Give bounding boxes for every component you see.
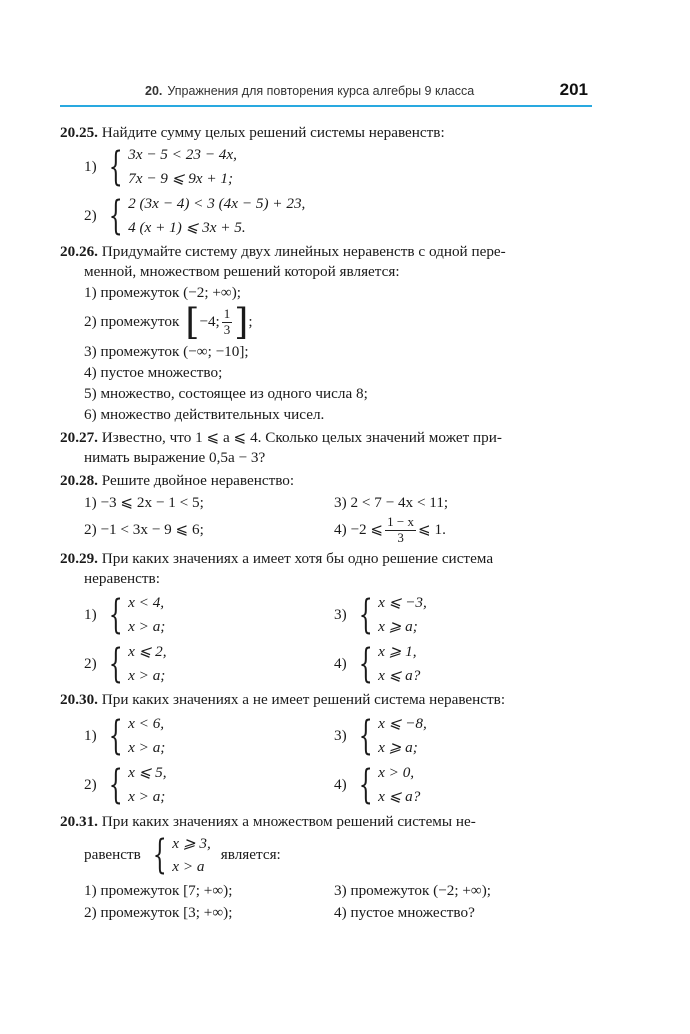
interval-left: −4; <box>199 313 220 331</box>
exercise-text: Известно, что 1 ⩽ a ⩽ 4. Сколько целых значений может при- <box>101 428 502 446</box>
list-item: 3) промежуток (−2; +∞); <box>334 881 492 899</box>
list-item: 1) промежуток [7; +∞); <box>84 881 233 899</box>
list-item: 6) множество действительных чисел. <box>84 405 325 423</box>
list-item <box>60 301 592 343</box>
exercise-20-25 <box>60 123 592 239</box>
inequality: x > a <box>172 858 205 876</box>
system-of-inequalities <box>353 712 427 759</box>
list-item: 5) множество, состоящее из одного числа 8; <box>84 384 368 402</box>
exercise-text: является: <box>220 846 281 864</box>
exercise-text: равенств <box>84 846 141 864</box>
list-item: 1) −3 ⩽ 2x − 1 < 5; <box>84 493 204 511</box>
inequality: x < 4, <box>128 594 165 611</box>
system-of-inequalities <box>103 591 166 638</box>
brace-icon: { <box>108 640 123 687</box>
exercise-text: Решите двойное неравенство: <box>101 471 295 489</box>
inequality: 3x − 5 < 23 − 4x, <box>128 146 237 164</box>
exercise-number: 20.26. <box>60 243 98 261</box>
item-label: 1) <box>84 726 97 744</box>
exercise-number: 20.28. <box>60 471 98 489</box>
fraction <box>385 515 416 546</box>
item-suffix: ⩽ 1. <box>417 521 446 539</box>
system-of-inequalities <box>103 143 237 190</box>
exercise-number: 20.25. <box>60 124 98 141</box>
brace-icon: { <box>108 143 123 190</box>
page-content <box>60 120 592 925</box>
list-item: 1) промежуток (−2; +∞); <box>84 284 242 302</box>
inequality: 4 (x + 1) ⩽ 3x + 5. <box>128 218 246 236</box>
header-divider <box>60 105 592 107</box>
system-of-inequalities <box>103 192 306 239</box>
inequality: 2 (3x − 4) < 3 (4x − 5) + 23, <box>128 195 306 213</box>
item-label: 1) <box>84 605 97 623</box>
exercise-20-29 <box>60 549 592 687</box>
exercise-20-26 <box>60 242 592 424</box>
list-item: 3) промежуток (−∞; −10]; <box>84 342 249 360</box>
system-of-inequalities <box>147 832 211 879</box>
exercise-number: 20.29. <box>60 549 98 567</box>
exercise-text: Придумайте систему двух линейных неравенств с одной пере- <box>101 243 506 261</box>
exercise-text: менной, множеством решений которой является: <box>84 263 400 281</box>
list-item: 3) 2 < 7 − 4x < 11; <box>334 493 449 511</box>
inequality: x ⩽ 5, <box>128 764 167 782</box>
exercise-20-28 <box>60 471 592 546</box>
right-bracket-icon: ] <box>234 301 249 343</box>
section-title <box>145 84 474 98</box>
exercise-text: При каких значениях a имеет хотя бы одно решение система <box>101 549 494 567</box>
inequality: x > a; <box>128 617 166 635</box>
inequality: x ⩾ 3, <box>172 834 211 852</box>
inequality: x ⩽ −8, <box>378 715 427 733</box>
section-number: 20. <box>145 84 163 98</box>
system-of-inequalities <box>353 591 427 638</box>
exercise-20-27 <box>60 428 592 468</box>
page-number: 201 <box>559 80 588 99</box>
denominator: 3 <box>397 529 404 545</box>
item-text: 4) −2 ⩽ <box>334 521 384 539</box>
section-title-text: Упражнения для повторения курса алгебры 9 класса <box>167 84 475 98</box>
exercise-number: 20.31. <box>60 812 98 830</box>
inequality: 7x − 9 ⩽ 9x + 1; <box>128 169 234 187</box>
list-item: 4) пустое множество; <box>84 363 223 381</box>
inequality: x > a; <box>128 788 166 805</box>
inequality: x ⩽ a? <box>378 788 421 805</box>
brace-icon: { <box>108 712 123 759</box>
list-item: 4) пустое множество? <box>334 903 475 921</box>
exercise-text: При каких значениях a множеством решений системы не- <box>101 812 476 830</box>
brace-icon: { <box>358 762 373 808</box>
inequality: x ⩽ −3, <box>378 594 427 611</box>
page-header <box>60 78 592 108</box>
numerator: 1 <box>223 306 231 322</box>
list-item: 2) −1 < 3x − 9 ⩽ 6; <box>84 521 204 539</box>
exercise-text: При каких значениях a не имеет решений система неравенств: <box>101 691 506 709</box>
inequality: x > a; <box>128 666 166 684</box>
inequality: x ⩽ 2, <box>128 643 167 661</box>
left-bracket-icon: [ <box>185 301 200 343</box>
system-of-inequalities <box>103 761 167 808</box>
denominator: 3 <box>223 322 231 337</box>
item-label: 1) <box>84 157 97 175</box>
item-label: 2) <box>84 654 97 672</box>
brace-icon: { <box>152 832 167 879</box>
fraction <box>222 307 233 338</box>
inequality: x ⩽ a? <box>378 666 421 684</box>
inequality: x > a; <box>128 738 166 756</box>
brace-icon: { <box>358 640 373 687</box>
system-of-inequalities <box>353 640 421 687</box>
inequality: x > 0, <box>378 764 415 782</box>
inequality: x ⩾ a; <box>378 738 418 756</box>
exercise-20-31 <box>60 812 592 923</box>
system-of-inequalities <box>353 761 421 808</box>
exercise-20-30 <box>60 690 592 808</box>
closed-interval <box>185 301 249 343</box>
brace-icon: { <box>108 591 123 638</box>
brace-icon: { <box>108 192 123 239</box>
exercise-number: 20.30. <box>60 691 98 709</box>
item-suffix: ; <box>248 313 253 331</box>
item-label: 2) <box>84 206 97 224</box>
exercise-text: нимать выражение 0,5a − 3? <box>84 448 266 466</box>
inequality: x < 6, <box>128 715 165 733</box>
item-label: 2) <box>84 775 97 793</box>
brace-icon: { <box>358 591 373 638</box>
exercise-number: 20.27. <box>60 428 98 446</box>
item-text: 2) промежуток <box>84 313 180 331</box>
system-of-inequalities <box>103 712 166 759</box>
item-label: 4) <box>334 775 347 793</box>
system-of-inequalities <box>103 640 167 687</box>
exercise-text: Найдите сумму целых решений системы неравенств: <box>101 124 445 141</box>
brace-icon: { <box>108 762 123 808</box>
item-label: 3) <box>334 605 347 623</box>
exercise-text: неравенств: <box>84 569 160 587</box>
brace-icon: { <box>358 712 373 759</box>
inequality: x ⩾ 1, <box>378 643 417 661</box>
inequality: x ⩾ a; <box>378 617 418 635</box>
list-item: 2) промежуток [3; +∞); <box>84 903 233 921</box>
numerator: 1 − x <box>387 514 414 529</box>
item-label: 4) <box>334 654 347 672</box>
item-label: 3) <box>334 726 347 744</box>
